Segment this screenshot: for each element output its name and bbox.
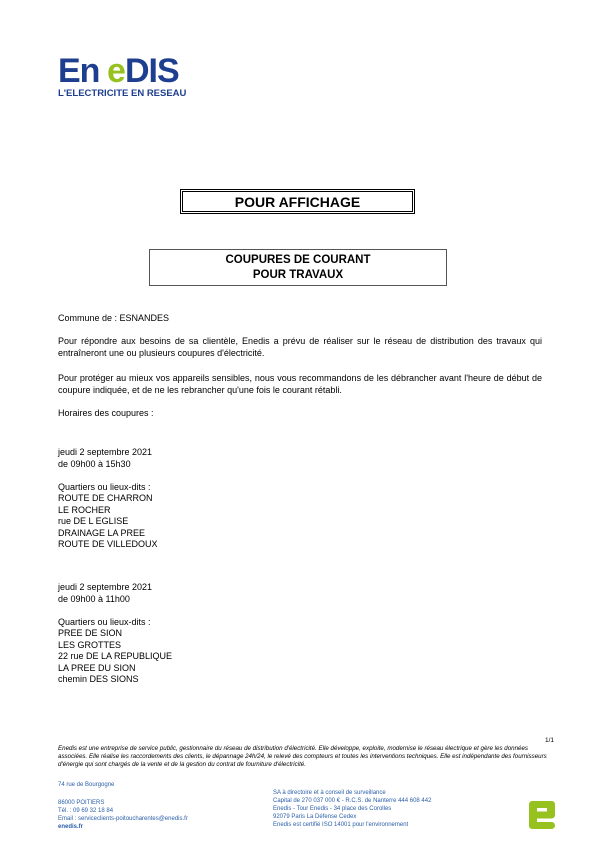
- place-item: chemin DES SIONS: [58, 674, 139, 684]
- notice-title-line2: POUR TRAVAUX: [252, 269, 344, 281]
- outage-time: de 09h00 à 15h30: [58, 458, 131, 469]
- page-number: 1/1: [545, 737, 555, 744]
- schedule-heading: Horaires des coupures :: [58, 408, 154, 418]
- svg-text:e: e: [107, 54, 125, 88]
- place-item: rue DE L EGLISE: [58, 516, 129, 526]
- website-link[interactable]: enedis.fr: [58, 824, 84, 830]
- place-item: LE ROCHER: [58, 504, 111, 515]
- footer-legal: [273, 789, 503, 829]
- legal-line1: SA à directoire et à conseil de surveillance: [273, 790, 386, 796]
- svg-text:DIS: DIS: [125, 54, 179, 88]
- legal-line2: Capital de 270 037 000 € - R.C.S. de Nanterre 444 608 442: [273, 798, 432, 804]
- place-item: ROUTE DE VILLEDOUX: [58, 539, 158, 549]
- places-label: Quartiers ou lieux-dits :: [58, 481, 151, 492]
- place-item: LES GROTTES: [58, 639, 122, 650]
- place-item: PREE DE SION: [58, 628, 123, 638]
- outage-date: jeudi 2 septembre 2021: [58, 447, 153, 457]
- enedis-mark-icon: [527, 799, 557, 831]
- display-title: POUR AFFICHAGE: [234, 193, 361, 210]
- outage-block-1: [58, 447, 158, 551]
- place-item: 22 rue DE LA REPUBLIQUE: [58, 651, 173, 661]
- commune-label: Commune de : ESNANDES: [58, 313, 170, 323]
- outage-date: jeudi 2 septembre 2021: [58, 582, 153, 592]
- address-line2: 86000 POITIERS: [58, 800, 105, 806]
- legal-line3: Enedis - Tour Enedis - 34 place des Corolles: [273, 806, 392, 812]
- brand-tagline: L'ELECTRICITE EN RESEAU: [58, 88, 187, 99]
- notice-title-line1: COUPURES DE COURANT: [225, 254, 371, 266]
- places-label: Quartiers ou lieux-dits :: [58, 616, 151, 627]
- footer-contact: [58, 781, 258, 831]
- place-item: DRAINAGE LA PREE: [58, 527, 146, 538]
- svg-text:En: En: [58, 54, 100, 88]
- email-link[interactable]: Email : serviceclients-poitoucharentes@enedis.fr: [58, 816, 188, 822]
- place-item: LA PREE DU SION: [58, 662, 136, 673]
- enedis-wordmark: [58, 54, 198, 88]
- outage-block-2: [58, 582, 172, 686]
- intro-paragraph: Pour répondre aux besoins de sa clientèle, Enedis a prévu de réaliser sur le réseau de distribution des travaux qui entraîneront une ou plusieurs coupures d'électricité.: [58, 336, 542, 358]
- enedis-logo: [58, 54, 198, 100]
- notice-title-box: [149, 249, 447, 286]
- legal-line4: 92079 Paris La Défense Cedex: [273, 814, 357, 820]
- recommendation-paragraph: Pour protéger au mieux vos appareils sensibles, nous vous recommandons de les débrancher avant l'heure de début de coupure indiquée, et de ne les rebrancher qu'une fois le courant rétabli.: [58, 373, 542, 395]
- footer-disclaimer: Enedis est une entreprise de service public, gestionnaire du réseau de distribution d'électricité. Elle développe, exploite, modernise le réseau électrique et gère les données associées. Elle réalise les raccordements des clients, le dépannage 24h/24, le relevé des compteurs et toutes les interventions techniques. Elle est indépendante des fournisseurs d'énergie qui sont chargés de la vente et de la gestion du contrat de fourniture d'électricité.: [58, 745, 547, 769]
- display-title-box: [180, 189, 415, 214]
- legal-line5: Enedis est certifié ISO 14001 pour l'environnement: [273, 822, 409, 828]
- address-line1: 74 rue de Bourgogne: [58, 782, 115, 788]
- phone: Tél. : 09 69 32 18 84: [58, 808, 114, 814]
- outage-time: de 09h00 à 11h00: [58, 593, 130, 604]
- place-item: ROUTE DE CHARRON: [58, 493, 153, 503]
